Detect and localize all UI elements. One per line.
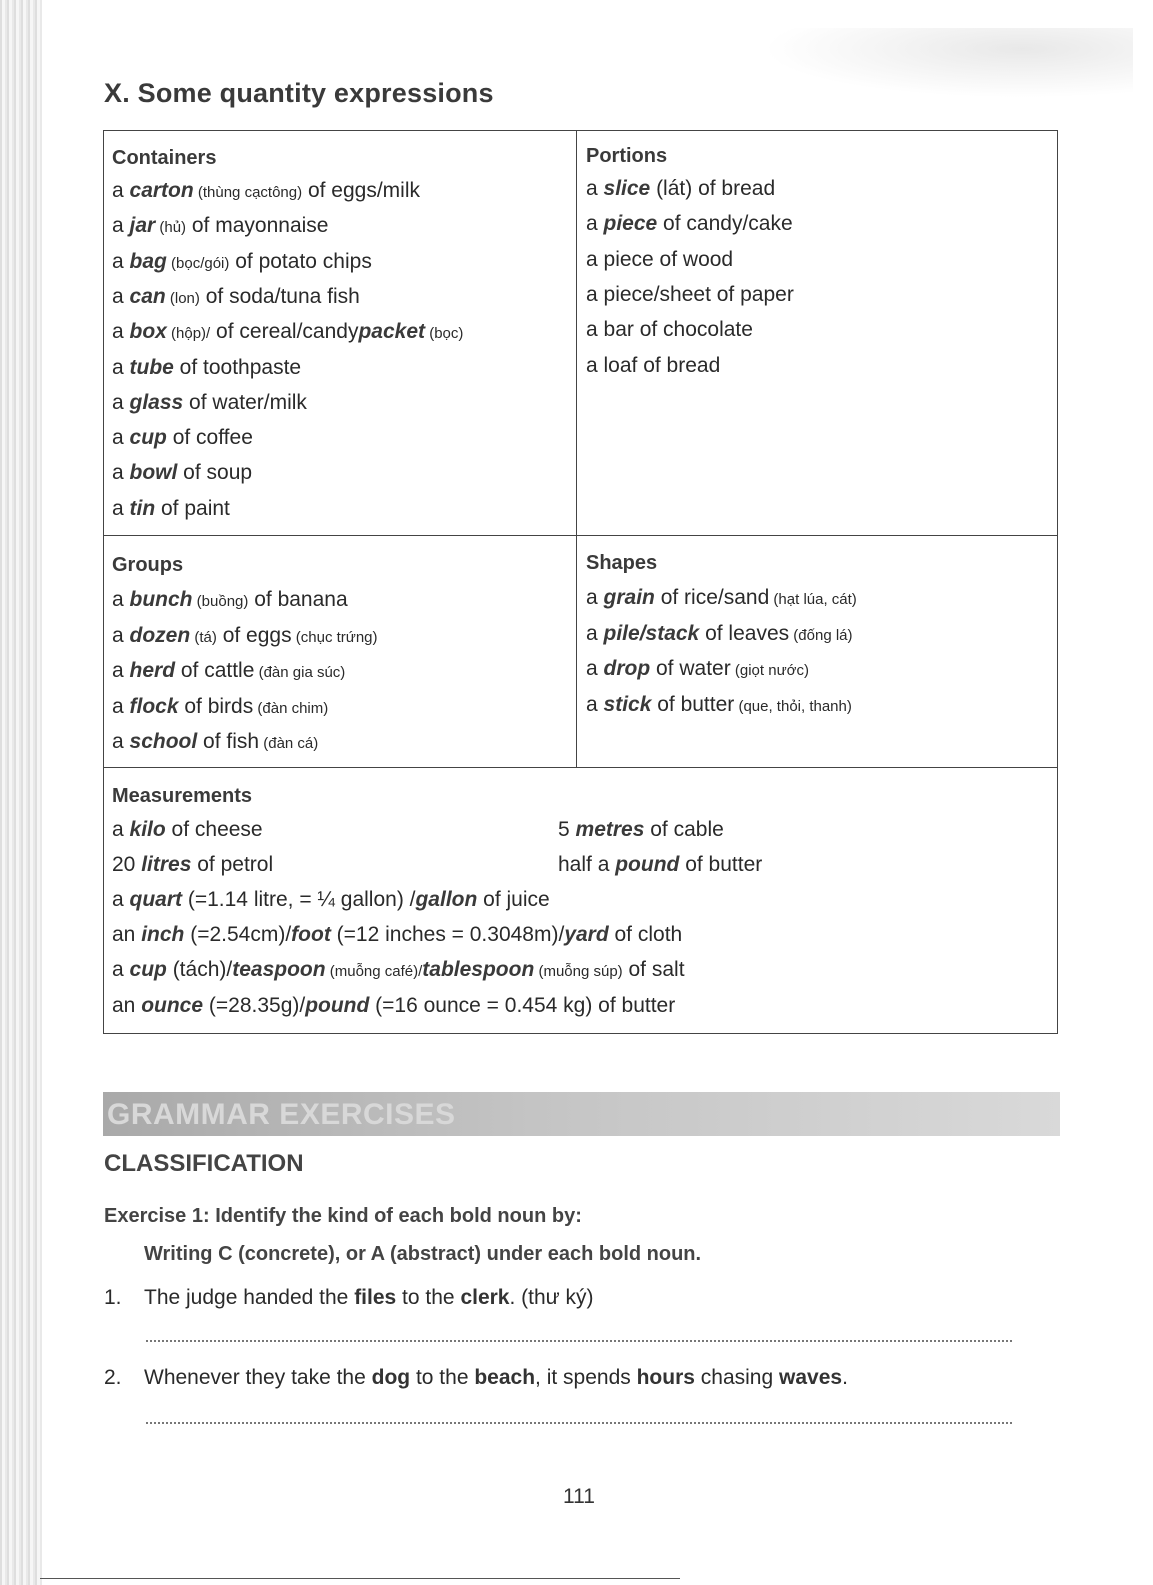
quantity-word: carton: [129, 179, 194, 202]
row-text: a piece/sheet of paper: [586, 282, 794, 306]
shapes-row: [586, 693, 852, 719]
measurements-cell: [104, 768, 1057, 1033]
row-text: a: [586, 621, 604, 645]
row-text: of cattle: [175, 659, 255, 682]
measurements-row: [112, 853, 273, 877]
row-text: a bar of chocolate: [586, 318, 753, 342]
quantity-word: litres: [141, 853, 192, 877]
translation-note: (đàn gia súc): [254, 664, 346, 681]
question-2: [104, 1366, 848, 1390]
measurements-row: [112, 958, 685, 984]
quantity-word: kilo: [129, 818, 166, 841]
quantity-word: pound: [305, 993, 370, 1017]
row-text: of water: [650, 657, 731, 680]
row-text: half a: [558, 853, 616, 877]
quantity-word: bag: [129, 249, 167, 273]
row-text: a: [112, 818, 130, 841]
row-text: (lát) of bread: [650, 177, 776, 200]
quantity-word: herd: [129, 659, 176, 682]
row-text: of fish: [197, 730, 260, 753]
groups-row: [112, 588, 348, 614]
shapes-cell: [577, 536, 1057, 768]
row-text: of potato chips: [229, 249, 372, 273]
translation-note: (chục trứng): [291, 628, 378, 646]
bold-noun: waves: [779, 1366, 843, 1389]
row-text: a: [112, 284, 130, 308]
row-text: of toothpaste: [173, 355, 302, 379]
exercise-title: Exercise 1: Identify the kind of each bold noun by:: [104, 1205, 582, 1227]
row-text: of cereal/candy: [210, 320, 359, 344]
row-text: a: [586, 177, 604, 200]
quantity-word: cup: [129, 958, 167, 982]
containers-row: [112, 497, 230, 521]
row-text: (=1.14 litre, = ¼ gallon) /: [182, 888, 416, 911]
quantity-word: slice: [603, 177, 651, 200]
row-text: of butter: [651, 692, 735, 716]
containers-row: [112, 214, 328, 240]
row-text: (=12 inches = 0.3048m)/: [330, 923, 565, 947]
row-text: of mayonnaise: [186, 214, 329, 238]
scan-shadow: [763, 28, 1133, 98]
row-text: a: [112, 461, 130, 485]
row-text: an: [112, 993, 142, 1017]
row-text: (=16 ounce = 0.454 kg) of butter: [369, 993, 676, 1017]
quantity-word: packet: [358, 320, 426, 344]
quantity-word: flock: [129, 694, 179, 718]
portions-row: [586, 318, 753, 342]
translation-note: (buồng): [192, 593, 249, 610]
quantity-word: gallon: [415, 888, 478, 911]
row-text: a: [112, 694, 130, 718]
quantity-word: tin: [129, 496, 156, 520]
row-text: a: [112, 496, 130, 520]
row-text: of soda/tuna fish: [199, 284, 360, 308]
groups-heading: Groups: [112, 554, 184, 576]
row-text: 20: [112, 853, 142, 877]
question-number: 1.: [104, 1286, 122, 1309]
row-text: a loaf of bread: [586, 353, 721, 377]
quantity-word: pile/stack: [603, 621, 700, 645]
exercise-instruction: Writing C (concrete), or A (abstract) under each bold noun.: [144, 1243, 702, 1265]
question-text: .: [842, 1366, 848, 1389]
question-text: , it spends: [535, 1366, 637, 1389]
groups-row: [112, 659, 345, 685]
quantity-word: pound: [615, 853, 680, 877]
bold-noun: hours: [636, 1366, 695, 1389]
measurements-heading: Measurements: [112, 785, 253, 807]
section-title: X. Some quantity expressions: [104, 78, 494, 108]
grammar-exercises-banner: [103, 1092, 1060, 1136]
row-text: (tách)/: [166, 958, 233, 982]
question-text: to the: [410, 1366, 475, 1389]
page-number: 111: [563, 1485, 595, 1508]
bold-noun: dog: [371, 1366, 411, 1389]
portions-cell: [577, 131, 1057, 536]
containers-row: [112, 285, 360, 311]
quantity-word: can: [129, 284, 166, 308]
translation-note: (đàn chim): [253, 699, 329, 717]
portions-row: [586, 212, 793, 236]
row-text: (=28.35g)/: [203, 993, 306, 1017]
containers-cell: [104, 131, 577, 536]
row-text: of soup: [177, 461, 253, 485]
translation-note: (thùng cạctông): [193, 184, 303, 201]
question-text: chasing: [694, 1366, 780, 1389]
row-text: of leaves: [699, 621, 790, 645]
translation-note: (muỗng súp): [534, 963, 623, 981]
quantity-word: glass: [129, 390, 184, 414]
translation-note: (giọt nước): [730, 662, 809, 679]
row-text: (=2.54cm)/: [184, 923, 292, 947]
answer-line-2: [146, 1422, 1012, 1424]
question-text: The judge handed the: [144, 1286, 355, 1309]
portions-row: [586, 354, 720, 378]
scan-left-edge: [0, 0, 42, 1585]
row-text: a: [112, 214, 130, 238]
quantity-word: dozen: [129, 623, 191, 647]
row-text: a piece of wood: [586, 247, 734, 271]
quantity-word: drop: [603, 657, 651, 680]
portions-heading: Portions: [586, 145, 668, 167]
quantity-word: grain: [603, 586, 655, 609]
question-1: [104, 1286, 594, 1310]
groups-row: [112, 695, 328, 721]
row-text: a: [112, 355, 130, 379]
row-text: a: [112, 249, 130, 273]
row-text: a: [112, 426, 130, 450]
row-text: of salt: [622, 958, 685, 982]
row-text: a: [112, 730, 130, 753]
row-text: a: [112, 888, 130, 911]
measurements-row: [112, 818, 263, 842]
quantity-word: jar: [129, 214, 156, 238]
translation-note: (hủ): [155, 219, 187, 237]
row-text: of juice: [477, 888, 550, 911]
quantity-word: teaspoon: [232, 958, 326, 982]
measurements-row: [112, 888, 550, 912]
row-text: a: [112, 623, 130, 647]
row-text: of eggs: [216, 623, 292, 647]
banner-text: GRAMMAR EXERCISES: [107, 1098, 456, 1131]
measurements-row: [112, 994, 675, 1018]
translation-note: (muỗng café)/: [325, 963, 423, 981]
containers-row: [112, 391, 307, 415]
quantity-word: ounce: [141, 993, 204, 1017]
row-text: a: [112, 588, 130, 611]
row-text: of rice/sand: [654, 586, 770, 609]
containers-row: [112, 426, 253, 450]
quantity-word: bunch: [129, 588, 193, 611]
quantity-word: cup: [129, 426, 167, 450]
row-text: of cloth: [608, 923, 683, 947]
translation-note: (hạt lúa, cát): [769, 591, 857, 608]
quantity-word: tube: [129, 355, 174, 379]
translation-note: (bọc): [425, 325, 464, 343]
row-text: a: [112, 659, 130, 682]
answer-line-1: [146, 1340, 1012, 1342]
containers-row: [112, 250, 372, 276]
bold-noun: clerk: [460, 1286, 510, 1309]
translation-note: (đống lá): [789, 626, 853, 644]
quantity-word: piece: [603, 212, 658, 236]
question-text: to the: [396, 1286, 461, 1309]
quantity-word: school: [129, 730, 198, 753]
classification-heading: CLASSIFICATION: [104, 1150, 304, 1177]
quantity-word: yard: [564, 923, 609, 947]
portions-row: [586, 177, 775, 201]
translation-note: (bọc/gói): [166, 254, 230, 272]
bold-noun: beach: [474, 1366, 536, 1389]
question-text: . (thư ký): [509, 1286, 594, 1309]
row-text: an: [112, 923, 142, 947]
bottom-rule: [40, 1578, 680, 1579]
containers-row: [112, 320, 463, 346]
question-text: Whenever they take the: [144, 1366, 372, 1389]
shapes-row: [586, 622, 853, 648]
portions-row: [586, 283, 794, 307]
translation-note: (lon): [165, 289, 200, 307]
row-text: a: [112, 390, 130, 414]
translation-note: (đàn cá): [259, 735, 319, 752]
question-number: 2.: [104, 1366, 122, 1389]
translation-note: (tá): [190, 628, 217, 646]
row-text: of banana: [248, 588, 348, 611]
containers-row: [112, 461, 252, 485]
quantity-word: stick: [603, 692, 652, 716]
shapes-row: [586, 586, 857, 612]
row-text: a: [586, 692, 604, 716]
translation-note: (hộp)/: [166, 325, 211, 343]
row-text: of petrol: [191, 853, 274, 877]
row-text: a: [112, 179, 130, 202]
row-text: of eggs/milk: [302, 179, 420, 202]
quantity-word: quart: [129, 888, 183, 911]
row-text: a: [112, 320, 130, 344]
groups-row: [112, 730, 318, 756]
measurements-row: [112, 923, 682, 947]
quantity-word: box: [129, 320, 167, 344]
containers-row: [112, 179, 420, 205]
row-text: of water/milk: [183, 390, 307, 414]
bold-noun: files: [354, 1286, 397, 1309]
containers-heading: Containers: [112, 147, 217, 169]
row-text: 5: [558, 818, 576, 841]
groups-row: [112, 624, 378, 650]
quantity-word: metres: [575, 818, 645, 841]
shapes-heading: Shapes: [586, 552, 658, 574]
quantity-word: bowl: [129, 461, 178, 485]
containers-row: [112, 356, 301, 380]
row-text: of candy/cake: [657, 212, 793, 236]
row-text: of cable: [644, 818, 724, 841]
quantity-word: inch: [141, 923, 185, 947]
row-text: a: [586, 212, 604, 236]
row-text: of butter: [679, 853, 763, 877]
measurements-row: [558, 818, 724, 842]
quantity-expressions-table: [103, 130, 1058, 1034]
translation-note: (que, thỏi, thanh): [734, 697, 852, 715]
portions-row: [586, 248, 733, 272]
shapes-row: [586, 657, 809, 683]
groups-cell: [104, 536, 577, 768]
row-text: of coffee: [166, 426, 253, 450]
measurements-row: [558, 853, 762, 877]
quantity-word: tablespoon: [422, 958, 535, 982]
row-text: of cheese: [165, 818, 263, 841]
row-text: a: [112, 958, 130, 982]
row-text: of birds: [178, 694, 254, 718]
quantity-word: foot: [291, 923, 331, 947]
row-text: a: [586, 586, 604, 609]
row-text: a: [586, 657, 604, 680]
row-text: of paint: [155, 496, 230, 520]
